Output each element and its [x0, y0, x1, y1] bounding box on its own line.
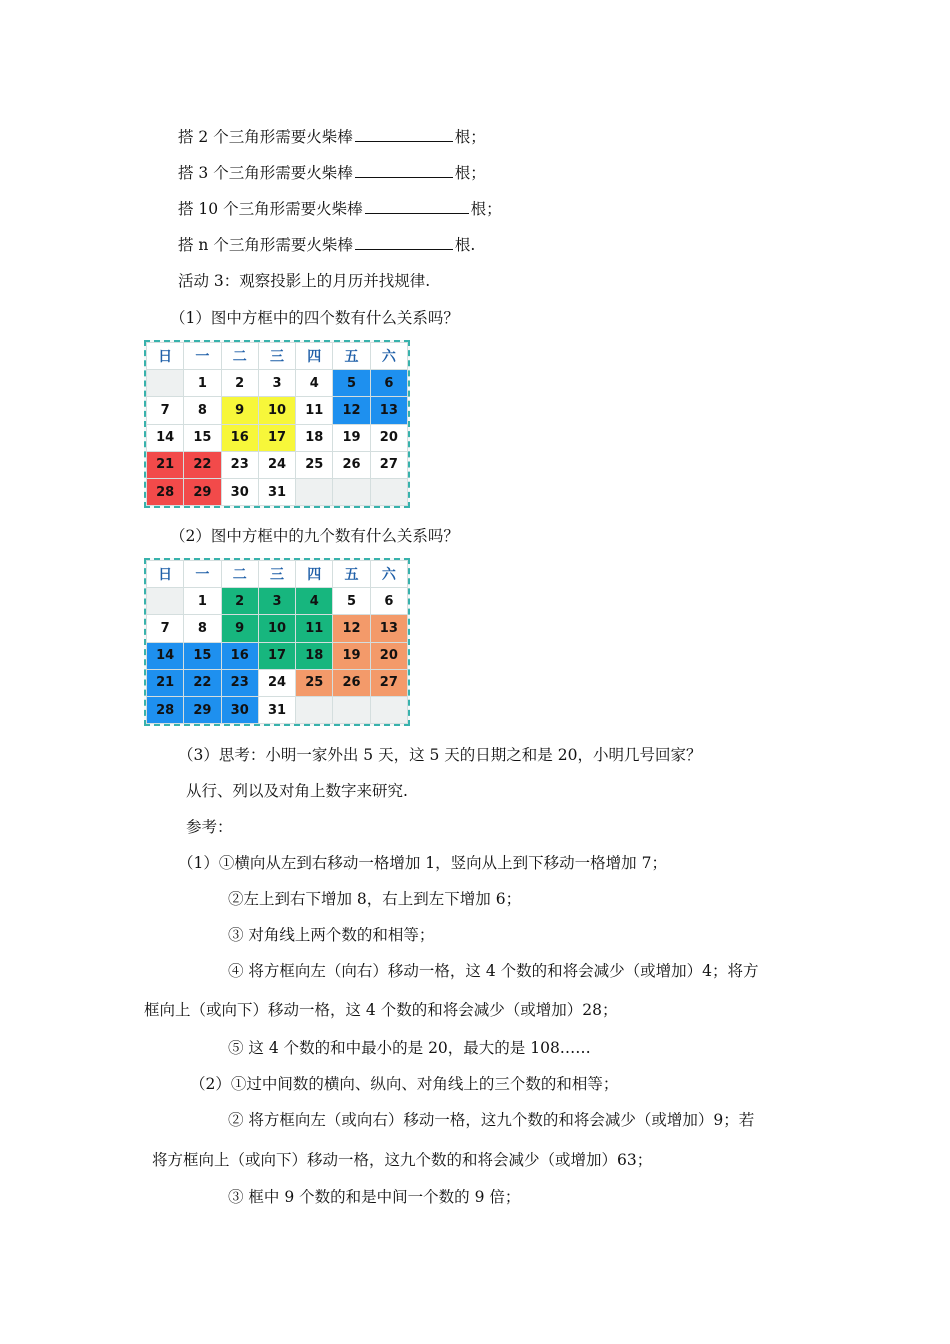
day-cell: 7 [147, 615, 184, 642]
day-cell: 8 [184, 397, 221, 424]
empty-cell [370, 696, 407, 723]
day-cell: 11 [296, 615, 333, 642]
weekday-header: 二 [221, 561, 258, 588]
question-n-triangles: 搭 n 个三角形需要火柴棒 根. [178, 236, 476, 254]
reference-1-item-5: ⑤ 这 4 个数的和中最小的是 20，最大的是 108…… [228, 1039, 591, 1057]
question-3-triangles: 搭 3 个三角形需要火柴棒 根； [178, 164, 486, 182]
day-cell: 5 [333, 588, 370, 615]
question-3: （3）思考：小明一家外出 5 天，这 5 天的日期之和是 20，小明几号回家？ [178, 746, 702, 764]
day-cell: 26 [333, 451, 370, 478]
day-cell: 5 [333, 370, 370, 397]
day-cell: 9 [221, 615, 258, 642]
day-cell: 25 [296, 669, 333, 696]
weekday-header: 三 [258, 561, 295, 588]
day-cell: 3 [258, 588, 295, 615]
weekday-header: 六 [370, 343, 407, 370]
day-cell: 17 [258, 424, 295, 451]
day-cell: 8 [184, 615, 221, 642]
answer-blank[interactable] [355, 235, 453, 250]
reference-1-item-1: （1）①横向从左到右移动一格增加 1，竖向从上到下移动一格增加 7； [178, 854, 667, 872]
empty-cell [333, 478, 370, 505]
reference-2-item-2: ② 将方框向左（或向右）移动一格，这九个数的和将会减少（或增加）9；若 [228, 1111, 755, 1129]
day-cell: 13 [370, 397, 407, 424]
question-2-triangles: 搭 2 个三角形需要火柴棒 根； [178, 128, 486, 146]
day-cell: 18 [296, 642, 333, 669]
reference-1-item-4-cont: 框向上（或向下）移动一格，这 4 个数的和将会减少（或增加）28； [144, 1001, 618, 1019]
day-cell: 30 [221, 696, 258, 723]
day-cell: 2 [221, 588, 258, 615]
empty-cell [147, 370, 184, 397]
day-cell: 4 [296, 588, 333, 615]
weekday-header: 四 [296, 343, 333, 370]
weekday-header: 一 [184, 561, 221, 588]
day-cell: 27 [370, 451, 407, 478]
day-cell: 24 [258, 669, 295, 696]
day-cell: 19 [333, 642, 370, 669]
day-cell: 2 [221, 370, 258, 397]
weekday-header: 日 [147, 343, 184, 370]
day-cell: 10 [258, 615, 295, 642]
day-cell: 31 [258, 478, 295, 505]
calendar-nine-numbers [144, 558, 410, 726]
day-cell: 12 [333, 615, 370, 642]
day-cell: 17 [258, 642, 295, 669]
empty-cell [147, 588, 184, 615]
answer-blank[interactable] [355, 163, 453, 178]
reference-2-item-3: ③ 框中 9 个数的和是中间一个数的 9 倍； [228, 1188, 521, 1206]
weekday-header: 三 [258, 343, 295, 370]
day-cell: 15 [184, 642, 221, 669]
question-2: （2）图中方框中的九个数有什么关系吗？ [170, 527, 459, 545]
day-cell: 28 [147, 478, 184, 505]
day-cell: 12 [333, 397, 370, 424]
reference-2-item-1: （2）①过中间数的横向、纵向、对角线上的三个数的和相等； [190, 1075, 619, 1093]
day-cell: 21 [147, 451, 184, 478]
answer-blank[interactable] [365, 199, 469, 214]
day-cell: 7 [147, 397, 184, 424]
day-cell: 3 [258, 370, 295, 397]
day-cell: 20 [370, 642, 407, 669]
empty-cell [296, 478, 333, 505]
day-cell: 14 [147, 424, 184, 451]
day-cell: 24 [258, 451, 295, 478]
day-cell: 20 [370, 424, 407, 451]
weekday-header: 五 [333, 343, 370, 370]
day-cell: 11 [296, 397, 333, 424]
day-cell: 22 [184, 451, 221, 478]
day-cell: 6 [370, 370, 407, 397]
day-cell: 27 [370, 669, 407, 696]
day-cell: 21 [147, 669, 184, 696]
weekday-header: 四 [296, 561, 333, 588]
day-cell: 31 [258, 696, 295, 723]
day-cell: 23 [221, 451, 258, 478]
day-cell: 16 [221, 642, 258, 669]
weekday-header: 五 [333, 561, 370, 588]
day-cell: 23 [221, 669, 258, 696]
calendar-four-numbers [144, 340, 410, 508]
day-cell: 28 [147, 696, 184, 723]
hint: 从行、列以及对角上数字来研究. [186, 782, 408, 800]
question-10-triangles: 搭 10 个三角形需要火柴棒 根； [178, 200, 502, 218]
day-cell: 25 [296, 451, 333, 478]
answer-blank[interactable] [355, 127, 453, 142]
day-cell: 18 [296, 424, 333, 451]
day-cell: 30 [221, 478, 258, 505]
day-cell: 10 [258, 397, 295, 424]
day-cell: 19 [333, 424, 370, 451]
day-cell: 6 [370, 588, 407, 615]
day-cell: 1 [184, 370, 221, 397]
weekday-header: 日 [147, 561, 184, 588]
empty-cell [370, 478, 407, 505]
activity-3-heading: 活动 3：观察投影上的月历并找规律. [178, 272, 431, 290]
question-1: （1）图中方框中的四个数有什么关系吗？ [170, 309, 459, 327]
day-cell: 14 [147, 642, 184, 669]
reference-1-item-3: ③ 对角线上两个数的和相等； [228, 926, 435, 944]
day-cell: 16 [221, 424, 258, 451]
day-cell: 1 [184, 588, 221, 615]
day-cell: 22 [184, 669, 221, 696]
reference-1-item-4: ④ 将方框向左（向右）移动一格，这 4 个数的和将会减少（或增加）4；将方 [228, 962, 759, 980]
day-cell: 29 [184, 696, 221, 723]
day-cell: 15 [184, 424, 221, 451]
weekday-header: 一 [184, 343, 221, 370]
day-cell: 9 [221, 397, 258, 424]
reference-2-item-2-cont: 将方框向上（或向下）移动一格，这九个数的和将会减少（或增加）63； [152, 1151, 653, 1169]
day-cell: 26 [333, 669, 370, 696]
empty-cell [333, 696, 370, 723]
weekday-header: 二 [221, 343, 258, 370]
reference-1-item-2: ②左上到右下增加 8，右上到左下增加 6； [228, 890, 522, 908]
empty-cell [296, 696, 333, 723]
day-cell: 13 [370, 615, 407, 642]
reference-label: 参考： [186, 818, 233, 836]
weekday-header: 六 [370, 561, 407, 588]
day-cell: 29 [184, 478, 221, 505]
day-cell: 4 [296, 370, 333, 397]
